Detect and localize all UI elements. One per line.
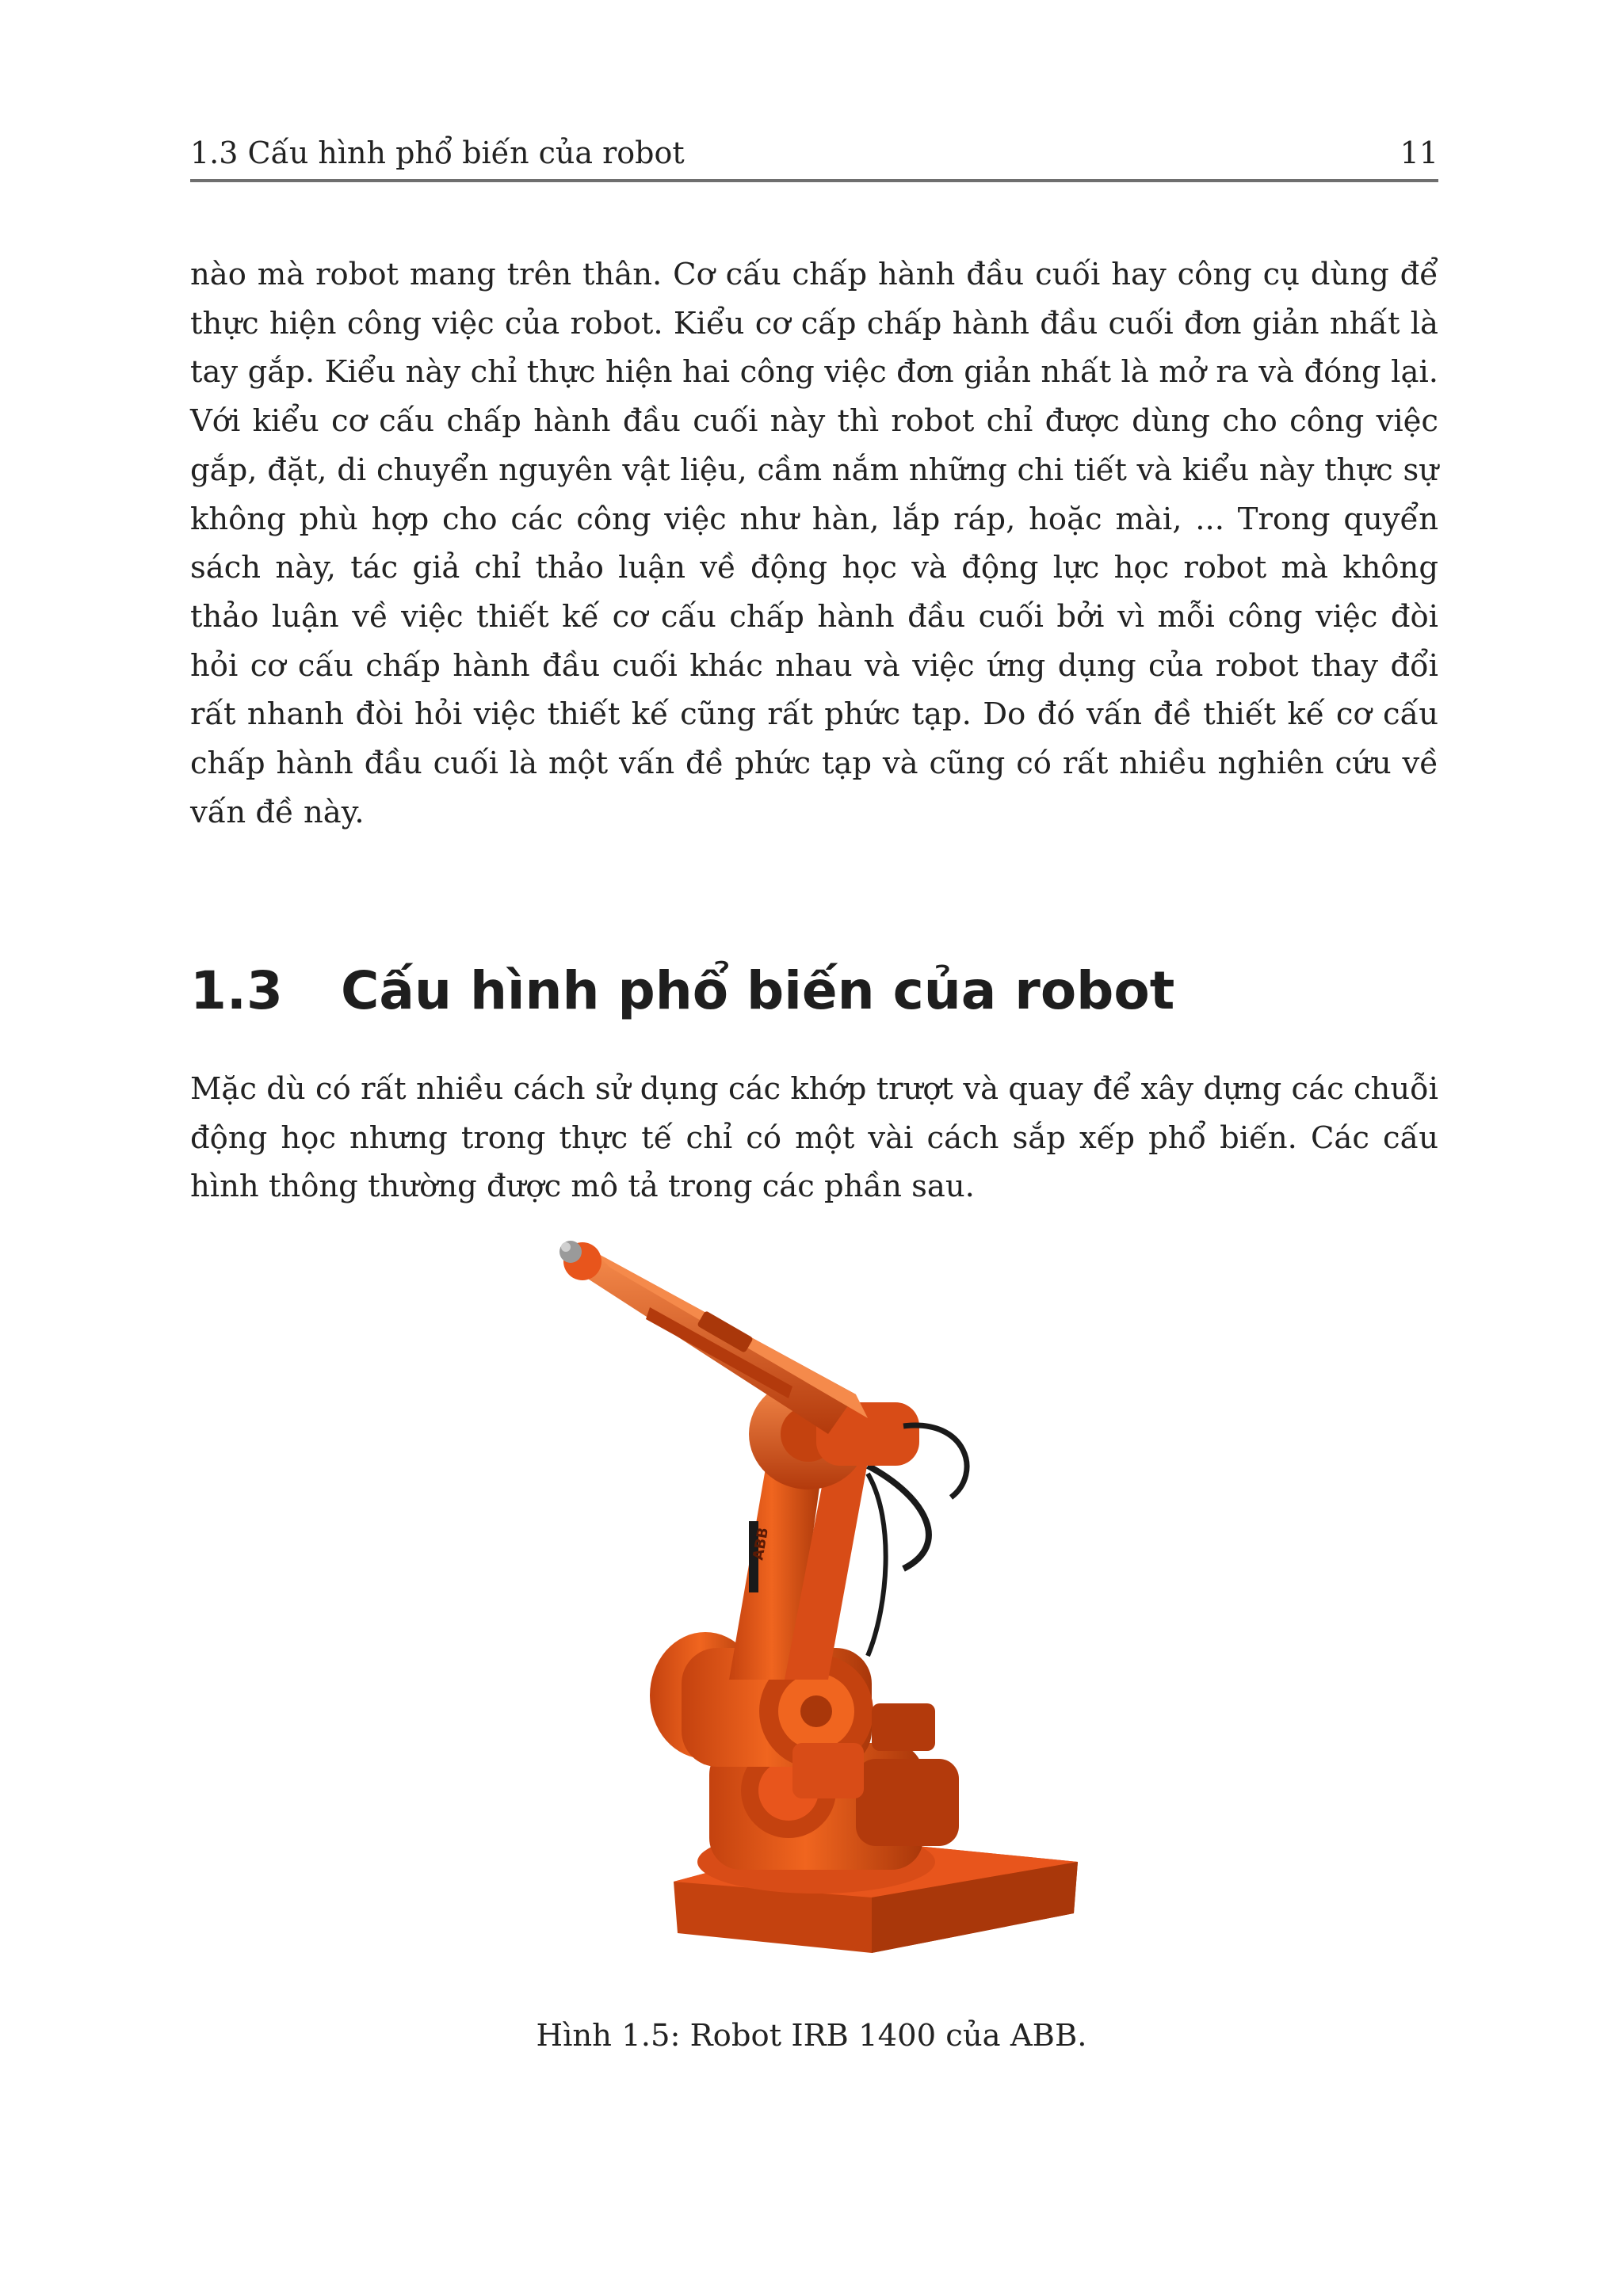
robot-base [674, 1743, 1078, 1953]
section-number: 1.3 [190, 960, 283, 1021]
section-heading [190, 955, 1174, 1027]
robot-upper-arm [571, 1252, 868, 1434]
page-number: 11 [1400, 135, 1438, 170]
robot-illustration [555, 1236, 1078, 1973]
body-paragraph-1: nào mà robot mang trên thân. Cơ cấu chấp hành đầu cuối hay công cụ dùng để thực hiện công việc của robot. Kiểu cơ cấp chấp hành đầu cuối đơn giản nhất là tay gắp. Kiểu này chỉ thực hiện hai công việc đơn giản nhất là mở ra và đóng lại. Với kiểu cơ cấu chấp hành đầu cuối này thì robot chỉ được dùng cho công việc gắp, đặt, di chuyển nguyên vật liệu, cầm nắm những chi tiết và kiểu này thực sự không phù hợp cho các công việc như hàn, lắp ráp, hoặc mài, ... Trong quyển sách này, tác giả chỉ thảo luận về động học và động lực học robot mà không thảo luận về việc thiết kế cơ cấu chấp hành đầu cuối bởi vì mỗi công việc đòi hỏi cơ cấu chấp hành đầu cuối khác nhau và việc ứng dụng của robot thay đổi rất nhanh đòi hỏi việc thiết kế cũng rất phức tạp. Do đó vấn đề thiết kế cơ cấu chấp hành đầu cuối là một vấn đề phức tạp và cũng có rất nhiều nghiên cứu về vấn đề này. [190, 257, 1438, 830]
running-header [190, 133, 1438, 173]
running-title: 1.3 Cấu hình phổ biến của robot [190, 135, 685, 170]
robot-wrist [559, 1241, 601, 1280]
body-paragraph-2: Mặc dù có rất nhiều cách sử dụng các khớp trượt và quay để xây dựng các chuỗi động học nhưng trong thực tế chỉ có một vài cách sắp xếp phổ biến. Các cấu hình thông thường được mô tả trong các phần sau. [190, 1071, 1438, 1205]
robot-figure [555, 1236, 1078, 1973]
section-title: Cấu hình phổ biến của robot [341, 960, 1175, 1021]
abb-logo: ABB [750, 1526, 773, 1562]
figure-caption: Hình 1.5: Robot IRB 1400 của ABB. [536, 2018, 1087, 2054]
header-rule [190, 179, 1438, 182]
